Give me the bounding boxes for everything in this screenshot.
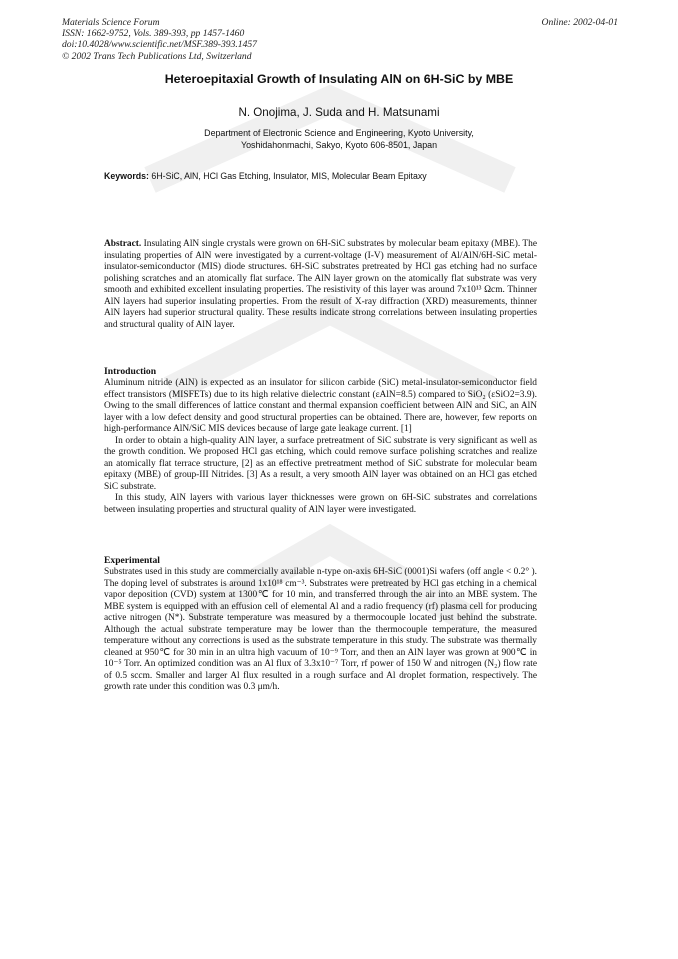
introduction-paragraph-2: In order to obtain a high-quality AlN layer, a surface pretreatment of SiC substrate is very significant as well as the growth condition. We proposed HCl gas etching, which could remove surface polishing scratches and realize an atomically flat terrace structure, [2] as an effective pretreatment method of SiC substrate for molecular beam epitaxy (MBE) of group-III Nitrides. [3] As a result, a very smooth AlN layer was obtained on an HCl gas etched SiC substrate. xyxy=(104,435,537,492)
abstract-text: Insulating AlN single crystals were grown on 6H-SiC substrates by molecular beam epitaxy (MBE). The insulating properties of AlN were investigated by a current-voltage (I-V) measurement of Al/AlN/6H-SiC metal-insulator-semiconductor (MIS) diode structures. 6H-SiC substrates pretreated by HCl gas etching had no surface polishing scratches and an atomically flat surface. The AlN layer grown on the atomically flat substrate was very smooth and exhibited excellent insulating properties. The resistivity of this layer was around 7x10¹³ Ωcm. Thinner AlN layers had superior insulating properties. From the result of X-ray diffraction (XRD) measurements, thinner AlN layers had superior structural quality. These results indicate strong correlations between insulating properties and structural quality of AlN layer. xyxy=(104,239,537,330)
affiliation xyxy=(40,127,638,151)
keywords xyxy=(104,171,604,181)
author-list: N. Onojima, J. Suda and H. Matsunami xyxy=(238,106,440,119)
journal-header xyxy=(62,17,618,62)
online-date: Online: 2002-04-01 xyxy=(541,17,618,28)
affiliation-line-2: Yoshidahonmachi, Sakyo, Kyoto 606-8501, Japan xyxy=(240,140,438,150)
issn-line: ISSN: 1662-9752, Vols. 389-393, pp 1457-1460 xyxy=(62,28,245,40)
introduction-heading: Introduction xyxy=(104,366,157,377)
abstract-label: Abstract. xyxy=(104,239,142,249)
affiliation-line-1: Department of Electronic Science and Engineering, Kyoto University, xyxy=(204,128,474,138)
paper-title: Heteroepitaxial Growth of Insulating AlN on 6H-SiC by MBE xyxy=(164,72,514,86)
experimental-paragraph-1: Substrates used in this study are commercially available n-type on-axis 6H-SiC (0001)Si wafers (off angle < 0.2° ). The doping level of substrates is around 1x10¹⁸ cm⁻³. Substrates were pretreated by HCl gas etching in a chemical vapor deposition (CVD) system at 1300℃ for 10 min, and transferred through the air into an MBE system. The MBE system is equipped with an effusion cell of elemental Al and a radio frequency (rf) plasma cell for producing active nitrogen (N*). Substrate temperature was measured by a thermocouple located just behind the substrate. Although the actual substrate temperature may be lower than the thermocouple temperature, the measured temperature without any corrections is used as the substrate temperature in this study. The substrate was thermally cleaned at 950℃ for 30 min in an ultra high vacuum of 10⁻⁹ Torr, and then an AlN layer was grown at 900℃ in 10⁻⁵ Torr. An optimized condition was an Al flux of 3.3x10⁻⁷ Torr, rf power of 150 W and nitrogen (N₂) flow rate of 0.5 sccm. Smaller and larger Al flux resulted in a rough surface and Al droplet formation, respectively. The growth rate under this condition was 0.3 μm/h. xyxy=(104,567,537,692)
experimental-heading: Experimental xyxy=(104,555,160,566)
copyright-line: © 2002 Trans Tech Publications Ltd, Switzerland xyxy=(62,50,252,62)
introduction-paragraph-1: Aluminum nitride (AlN) is expected as an insulator for silicon carbide (SiC) metal-insulator-semiconductor field effect transistors (MISFETs) due to its high relative dielectric constant (εAlN=8.5) compared to SiO₂ (εSiO2=3.9). Owing to the small differences of lattice constant and thermal expansion coefficient between AlN and SiC, an AlN layer with a low defect density and good structural properties can be obtained. There are, however, few reports on high-performance AlN/SiC MIS devices because of large gate leakage current. [1] xyxy=(104,378,537,434)
abstract-section xyxy=(104,239,537,331)
journal-name: Materials Science Forum xyxy=(62,17,160,28)
introduction-paragraph-3: In this study, AlN layers with various layer thicknesses were grown on 6H-SiC substrates and correlations between insulating properties and structural quality of AlN layer were investigated. xyxy=(104,493,537,515)
experimental-section xyxy=(104,567,537,694)
keywords-label: Keywords: xyxy=(104,171,149,181)
doi-link[interactable]: doi:10.4028/www.scientific.net/MSF.389-393.1457 xyxy=(62,39,257,51)
keywords-text: 6H-SiC, AlN, HCl Gas Etching, Insulator, MIS, Molecular Beam Epitaxy xyxy=(148,171,427,181)
introduction-section xyxy=(104,378,537,516)
